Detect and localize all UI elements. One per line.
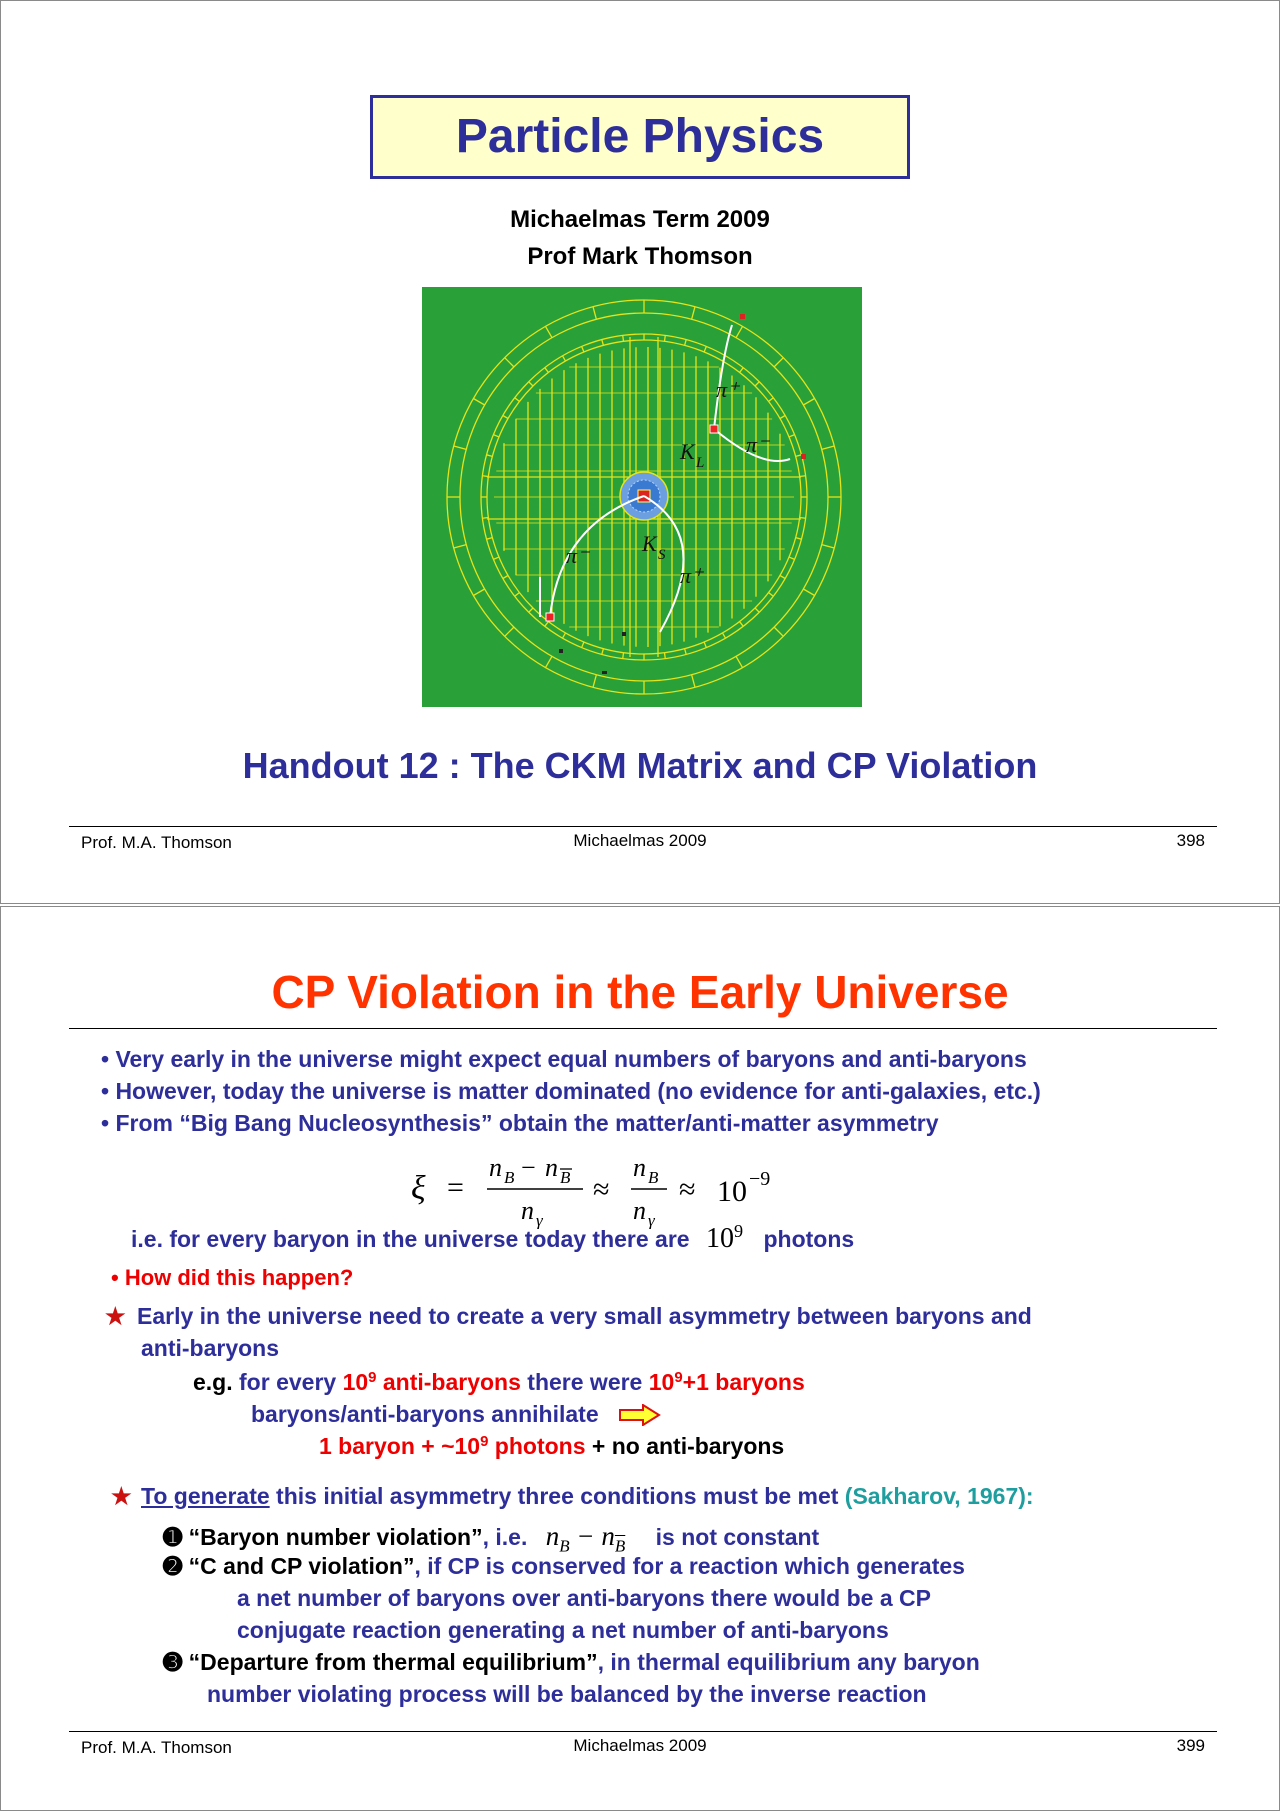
star-icon: ★: [105, 1303, 126, 1329]
condition-1-number: ➊: [163, 1524, 183, 1550]
example-n2-exp: 9: [674, 1368, 683, 1386]
example-n2-rest: +1 baryons: [682, 1369, 805, 1395]
svg-text:−: −: [521, 1153, 536, 1182]
star2-line: [141, 1483, 1034, 1510]
label-pi-minus-left: π⁻: [566, 543, 589, 568]
author-text: Prof Mark Thomson: [527, 243, 753, 270]
label-pi-minus-right: π⁻: [746, 432, 769, 457]
example-antibaryon-word: anti-baryons: [382, 1369, 521, 1395]
result-exp: 9: [480, 1432, 489, 1450]
footer-term: Michaelmas 2009: [573, 831, 707, 850]
condition-2-title: “C and CP violation”: [188, 1553, 415, 1579]
footer-term: Michaelmas 2009: [573, 1736, 707, 1755]
bullet-2: • However, today the universe is matter dominated (no evidence for anti-galaxies, etc.): [101, 1078, 1041, 1104]
condition-2-cont2: conjugate reaction generating a net number of anti-baryons: [237, 1617, 889, 1643]
condition-3-number: ➌: [163, 1649, 183, 1675]
svg-text:n: n: [633, 1153, 646, 1182]
annihilate-line: [251, 1401, 661, 1428]
label-pi-plus-top: π⁺: [716, 377, 739, 402]
footer-rule: [69, 1731, 1217, 1732]
svg-text:B: B: [648, 1168, 659, 1187]
example-prefix: e.g.: [193, 1369, 233, 1395]
condition-2: [163, 1553, 965, 1580]
condition-3: [163, 1649, 980, 1676]
svg-text:B: B: [504, 1168, 515, 1187]
title-box: [370, 95, 910, 179]
term-text: Michaelmas Term 2009: [510, 206, 770, 233]
sakharov-citation: (Sakharov, 1967):: [844, 1483, 1034, 1509]
label-k-long: K: [680, 439, 695, 464]
condition-3-text: , in thermal equilibrium any baryon: [597, 1649, 980, 1675]
svg-text:=: =: [447, 1171, 464, 1204]
slide-399: [0, 906, 1280, 1811]
condition-1-tail: is not constant: [655, 1524, 820, 1550]
svg-text:≈: ≈: [593, 1173, 610, 1206]
star1-line2: anti-baryons: [141, 1335, 280, 1361]
example-there-were: there were: [527, 1369, 643, 1395]
example-n1-base: 10: [342, 1369, 369, 1395]
asymmetry-equation: [411, 1139, 811, 1229]
slide-title: CP Violation in the Early Universe: [271, 966, 1009, 1018]
svg-text:γ: γ: [648, 1211, 655, 1229]
svg-text:≈: ≈: [679, 1173, 696, 1206]
svg-text:−9: −9: [749, 1168, 771, 1190]
result-line: [319, 1433, 784, 1460]
example-baryon-count: [649, 1369, 805, 1395]
label-pi-plus-bottom: π⁺: [680, 563, 703, 588]
condition-3-title: “Departure from thermal equilibrium”: [188, 1649, 598, 1675]
example-line: [193, 1369, 805, 1396]
example-antibaryon-count: [343, 1369, 521, 1395]
right-arrow-icon: [619, 1404, 661, 1426]
svg-text:ξ: ξ: [411, 1170, 426, 1207]
slide-title: Particle Physics: [455, 110, 825, 163]
handout-title: Handout 12 : The CKM Matrix and CP Violation: [242, 745, 1038, 786]
footer-page-number: 398: [1176, 831, 1205, 850]
condition-3-cont1: number violating process will be balanced by the inverse reaction: [207, 1681, 927, 1707]
result-baryon-text: 1 baryon + ~10: [319, 1433, 481, 1459]
photon-ratio-number: [706, 1223, 743, 1254]
question-bullet: • How did this happen?: [111, 1265, 354, 1290]
bullet-1: • Very early in the universe might expect equal numbers of baryons and anti-baryons: [101, 1046, 1027, 1072]
title-rule: [69, 1028, 1217, 1029]
photon-ratio-line: [131, 1223, 854, 1255]
label-k-short: K: [642, 531, 657, 556]
condition-2-number: ➋: [163, 1553, 183, 1579]
result-no-antibaryons: + no anti-baryons: [585, 1433, 785, 1459]
annihilate-text: baryons/anti-baryons annihilate: [251, 1401, 599, 1427]
example-n1-exp: 9: [368, 1368, 377, 1386]
photon-ratio-prefix: i.e. for every baryon in the universe today there are: [131, 1226, 690, 1252]
label-k-short-sub: S: [658, 547, 666, 563]
footer-page-number: 399: [1176, 1736, 1205, 1755]
svg-text:n: n: [489, 1153, 502, 1182]
footer-author: Prof. M.A. Thomson: [81, 833, 232, 852]
result-photons-text: photons: [488, 1433, 586, 1459]
label-k-long-sub: L: [696, 455, 705, 471]
svg-text:γ: γ: [536, 1211, 543, 1229]
star-icon: ★: [111, 1483, 132, 1509]
baryon-number-formula: $n_B - n_{\overline{B}}$: [545, 1521, 626, 1556]
photon-ratio-suffix: photons: [763, 1226, 855, 1252]
photon-ratio-base: 10: [705, 1223, 734, 1254]
detector-event-display: [422, 287, 862, 707]
photon-ratio-exp: 9: [733, 1221, 744, 1241]
footer-author: Prof. M.A. Thomson: [81, 1738, 232, 1757]
star1-line1: Early in the universe need to create a very small asymmetry between baryons and: [137, 1303, 1032, 1329]
condition-2-text: , if CP is conserved for a reaction which generates: [414, 1553, 965, 1579]
condition-2-cont1: a net number of baryons over anti-baryons there would be a CP: [237, 1585, 931, 1611]
condition-1-title: “Baryon number violation”: [188, 1524, 483, 1550]
example-n2-base: 10: [648, 1369, 675, 1395]
slide-398: [0, 0, 1280, 904]
svg-text:n: n: [545, 1153, 558, 1182]
svg-text:n: n: [521, 1196, 534, 1225]
svg-text:n: n: [633, 1196, 646, 1225]
footer-rule: [69, 826, 1217, 827]
star2-underlined: To generate: [141, 1483, 270, 1509]
condition-1-ie: , i.e.: [482, 1524, 528, 1550]
condition-1: [163, 1521, 819, 1556]
svg-text:10: 10: [717, 1175, 747, 1208]
example-for-every: for every: [239, 1369, 337, 1395]
bullet-3: • From “Big Bang Nucleosynthesis” obtain the matter/anti-matter asymmetry: [101, 1110, 939, 1136]
star2-rest: this initial asymmetry three conditions must be met: [276, 1483, 839, 1509]
svg-text:B: B: [560, 1168, 571, 1187]
